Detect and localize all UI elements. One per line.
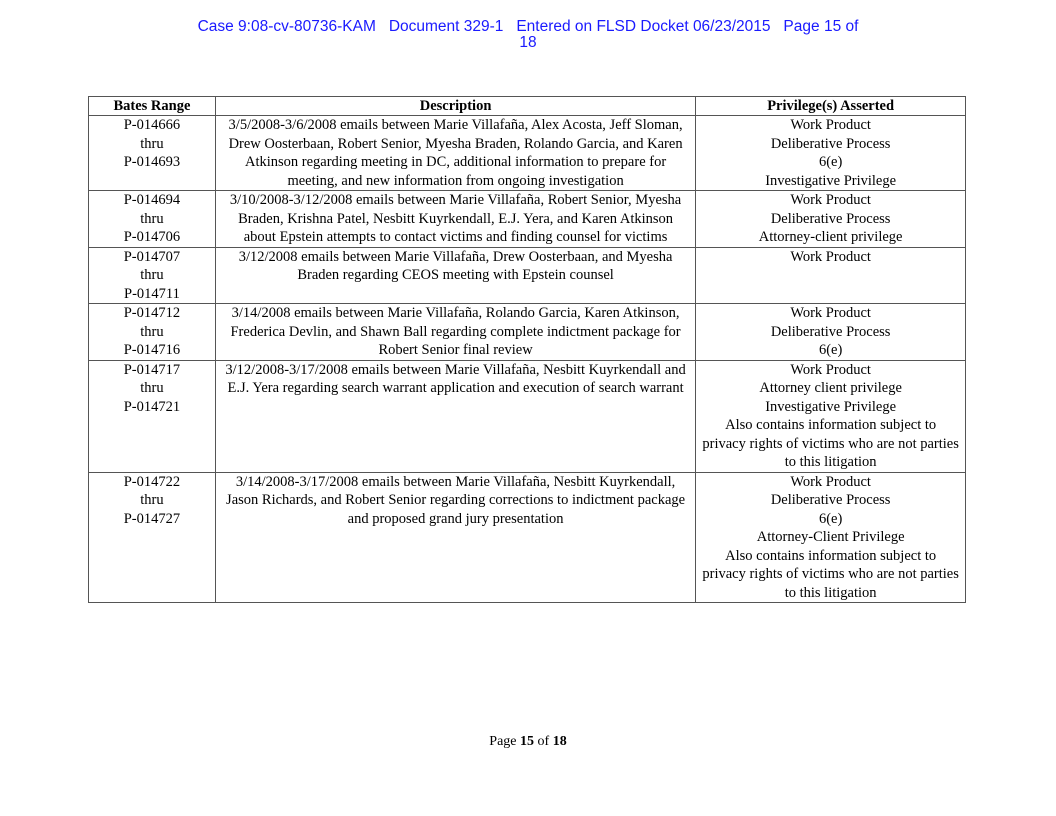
- stamp-line-1: Case 9:08-cv-80736-KAM Document 329-1 Entered on FLSD Docket 06/23/2015 Page 15 of: [197, 18, 859, 35]
- privilege-item: Work Product: [790, 192, 871, 208]
- bates-range-line: P-014727: [123, 510, 181, 527]
- footer-total-pages: 18: [552, 734, 567, 749]
- privileges-cell: [696, 360, 966, 472]
- privilege-item: Also contains information subject to privacy rights of victims who are not parties to this litigation: [702, 547, 959, 601]
- bates-range-line: P-014711: [124, 285, 180, 302]
- privilege-item: Deliberative Process: [770, 210, 891, 227]
- bates-range-line: thru: [140, 135, 164, 152]
- privilege-item: Investigative Privilege: [765, 172, 897, 189]
- header-privileges: Privilege(s) Asserted: [696, 97, 966, 116]
- privilege-item: Work Product: [790, 361, 871, 378]
- table-row: [89, 191, 966, 248]
- privileges-cell: [696, 191, 966, 248]
- table-header-row: [89, 97, 966, 116]
- description-cell: 3/14/2008-3/17/2008 emails between Marie Villafaña, Nesbitt Kuyrkendall, Jason Richards, and Robert Senior regarding corrections to indictment package and proposed grand jury presentation: [215, 472, 695, 603]
- privilege-item: 6(e): [818, 510, 843, 527]
- privilege-item: Deliberative Process: [770, 135, 891, 152]
- privileges-cell: [696, 116, 966, 191]
- bates-range-line: thru: [140, 492, 164, 508]
- privilege-item: Also contains information subject to privacy rights of victims who are not parties to this litigation: [702, 417, 959, 470]
- privilege-item: Attorney-Client Privilege: [756, 529, 905, 545]
- page-footer: [0, 734, 1056, 750]
- bates-range-line: thru: [140, 210, 164, 227]
- footer-of: of: [537, 734, 550, 749]
- table-row: [89, 360, 966, 472]
- header-description: Description: [215, 97, 695, 116]
- bates-range-line: P-014712: [123, 305, 181, 321]
- footer-current-page: 15: [520, 734, 535, 749]
- bates-range-line: P-014717: [123, 361, 181, 378]
- privilege-item: Work Product: [790, 117, 871, 133]
- privilege-item: Work Product: [790, 248, 871, 265]
- bates-range-line: P-014706: [123, 229, 181, 245]
- description-cell: 3/12/2008 emails between Marie Villafaña, Drew Oosterbaan, and Myesha Braden regarding CEOS meeting with Epstein counsel: [215, 247, 695, 304]
- bates-range-line: thru: [140, 323, 164, 340]
- footer-prefix: Page: [489, 734, 517, 749]
- privileges-cell: [696, 472, 966, 603]
- privileges-cell: [696, 247, 966, 304]
- bates-range-line: P-014694: [123, 192, 181, 208]
- privilege-log-table: [88, 96, 966, 603]
- description-cell: 3/14/2008 emails between Marie Villafaña, Rolando Garcia, Karen Atkinson, Frederica Devlin, and Shawn Ball regarding complete indictment package for Robert Senior final review: [215, 304, 695, 361]
- privilege-item: Work Product: [790, 305, 871, 321]
- privilege-item: 6(e): [818, 154, 843, 170]
- stamp-line-2: 18: [519, 34, 537, 51]
- table-row: [89, 116, 966, 191]
- bates-range-cell: [89, 116, 216, 191]
- bates-range-cell: [89, 191, 216, 248]
- bates-range-line: P-014716: [123, 342, 181, 358]
- privilege-item: Attorney-client privilege: [758, 229, 903, 245]
- court-filing-stamp: [0, 19, 1056, 51]
- description-cell: 3/10/2008-3/12/2008 emails between Marie Villafaña, Robert Senior, Myesha Braden, Krishna Patel, Nesbitt Kuyrkendall, E.J. Yera, and Karen Atkinson about Epstein attempts to contact victims and finding counsel for victims: [215, 191, 695, 248]
- description-cell: 3/5/2008-3/6/2008 emails between Marie Villafaña, Alex Acosta, Jeff Sloman, Drew Oosterbaan, Robert Senior, Myesha Braden, Rolando Garcia, and Karen Atkinson regarding meeting in DC, additional information to prepare for meeting, and new information from ongoing investigation: [215, 116, 695, 191]
- table-row: [89, 247, 966, 304]
- bates-range-cell: [89, 247, 216, 304]
- privilege-item: Investigative Privilege: [765, 398, 897, 415]
- bates-range-cell: [89, 304, 216, 361]
- privileges-cell: [696, 304, 966, 361]
- table-row: [89, 304, 966, 361]
- bates-range-line: P-014721: [123, 398, 181, 415]
- bates-range-line: P-014707: [123, 248, 181, 265]
- bates-range-line: P-014666: [123, 117, 181, 133]
- bates-range-cell: [89, 360, 216, 472]
- description-cell: 3/12/2008-3/17/2008 emails between Marie Villafaña, Nesbitt Kuyrkendall and E.J. Yera regarding search warrant application and execution of search warrant: [215, 360, 695, 472]
- bates-range-cell: [89, 472, 216, 603]
- header-bates-range: Bates Range: [89, 97, 216, 116]
- bates-range-line: thru: [140, 267, 164, 283]
- bates-range-line: thru: [140, 380, 164, 396]
- privilege-item: Deliberative Process: [770, 323, 891, 340]
- bates-range-line: P-014722: [123, 473, 181, 490]
- privilege-item: Deliberative Process: [770, 492, 891, 508]
- table-row: [89, 472, 966, 603]
- privilege-item: Attorney client privilege: [759, 380, 902, 396]
- privilege-item: 6(e): [818, 342, 843, 358]
- privilege-item: Work Product: [790, 473, 871, 490]
- bates-range-line: P-014693: [123, 154, 181, 170]
